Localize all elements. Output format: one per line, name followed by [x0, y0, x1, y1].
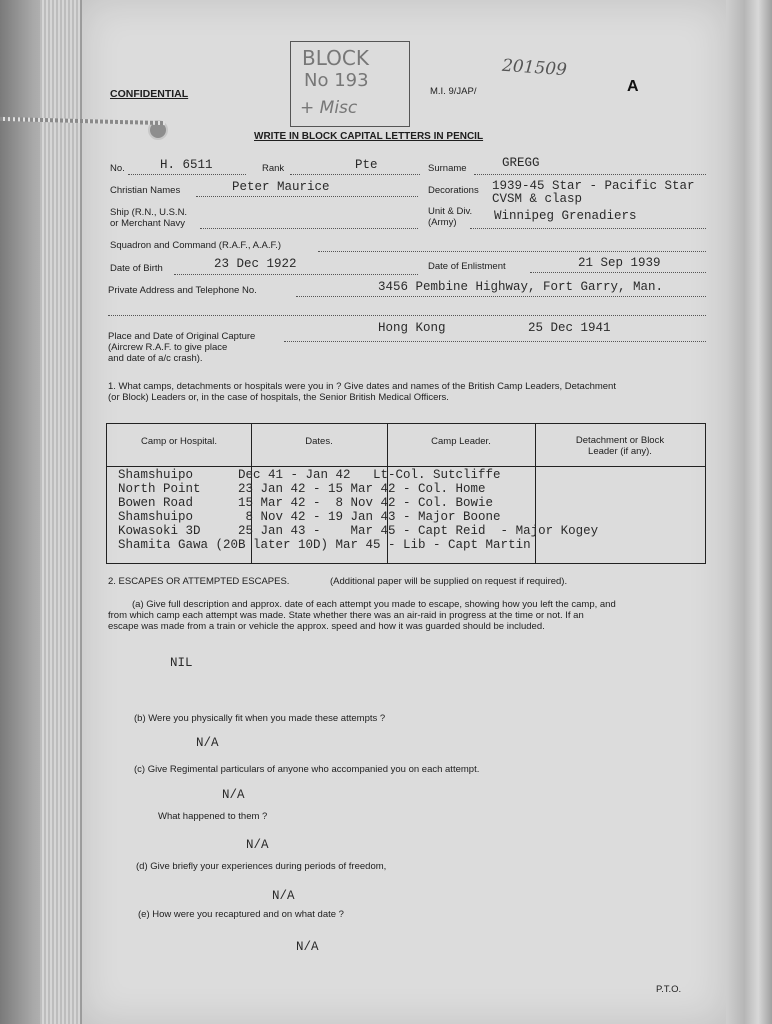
answer-c2: N/A	[246, 838, 269, 852]
section1-question-2: (or Block) Leaders or, in the case of hospitals, the Senior British Medical Officers.	[108, 392, 449, 403]
table-header-rule	[107, 466, 705, 467]
address-dots	[296, 296, 706, 297]
decorations-value-1: 1939-45 Star - Pacific Star	[492, 179, 695, 193]
dob-value: 23 Dec 1922	[214, 257, 297, 271]
answer-e: N/A	[296, 940, 319, 954]
unit-label-1: Unit & Div.	[428, 206, 473, 217]
ship-label-2: or Merchant Navy	[110, 218, 185, 229]
capture-label-3: and date of a/c crash).	[108, 353, 203, 364]
capture-date: 25 Dec 1941	[528, 321, 611, 335]
question-b: (b) Were you physically fit when you made these attempts ?	[134, 713, 386, 724]
capture-dots	[284, 341, 706, 342]
section2-title: 2. ESCAPES OR ATTEMPTED ESCAPES.	[108, 576, 290, 587]
capture-label-1: Place and Date of Original Capture	[108, 331, 256, 342]
unit-value: Winnipeg Grenadiers	[494, 209, 637, 223]
no-dots	[128, 174, 246, 175]
christian-dots	[196, 196, 418, 197]
section1-question-1: 1. What camps, detachments or hospitals were you in ? Give dates and names of the British Camp Leaders, Detachment	[108, 381, 616, 392]
ship-label-1: Ship (R.N., U.S.N.	[110, 207, 188, 218]
enlistment-label: Date of Enlistment	[428, 261, 506, 272]
table-row: Bowen Road 15 Mar 42 - 8 Nov 42 - Col. Bowie	[118, 496, 494, 510]
answer-a: NIL	[170, 656, 193, 670]
enlistment-value: 21 Sep 1939	[578, 256, 661, 270]
surname-label: Surname	[428, 163, 467, 174]
unit-label-2: (Army)	[428, 217, 457, 228]
table-row: Shamita Gawa (20B later 10D) Mar 45 - Lib - Capt Martin	[118, 538, 531, 552]
question-c: (c) Give Regimental particulars of anyone who accompanied you on each attempt.	[134, 764, 480, 775]
section2-note: (Additional paper will be supplied on request if required).	[330, 576, 568, 587]
squadron-label: Squadron and Command (R.A.F., A.A.F.)	[110, 240, 282, 251]
squadron-dots	[318, 251, 706, 252]
question-a-line-3: escape was made from a train or vehicle the approx. speed and how it was guarded should be included.	[108, 621, 545, 632]
dob-dots	[174, 274, 418, 275]
question-e: (e) How were you recaptured and on what date ?	[138, 909, 344, 920]
header-detachment-2: Leader (if any).	[588, 446, 652, 457]
stamp-line-1: BLOCK	[302, 46, 369, 70]
question-a-line-1: (a) Give full description and approx. date of each attempt you made to escape, showing how you left the camp, and	[132, 599, 616, 610]
capture-label-2: (Aircrew R.A.F. to give place	[108, 342, 228, 353]
address-dots-2	[108, 315, 706, 316]
address-value: 3456 Pembine Highway, Fort Garry, Man.	[378, 280, 664, 294]
rank-value: Pte	[355, 158, 378, 172]
answer-b: N/A	[196, 736, 219, 750]
question-c2: What happened to them ?	[158, 811, 268, 822]
handwritten-number: 201509	[501, 55, 568, 81]
no-label: No.	[110, 163, 125, 174]
decorations-label: Decorations	[428, 185, 479, 196]
form-letter: A	[627, 78, 639, 95]
binder-right-edge	[726, 0, 772, 1024]
camps-table	[106, 423, 706, 564]
table-row: North Point 23 Jan 42 - 15 Mar 42 - Col. Home	[118, 482, 486, 496]
question-a-line-2: from which camp each attempt was made. State whether there was an air-raid in progress at the time or not. If an	[108, 610, 584, 621]
surname-dots	[474, 174, 706, 175]
pto-label: P.T.O.	[656, 984, 682, 995]
rank-dots	[290, 174, 420, 175]
address-label: Private Address and Telephone No.	[108, 285, 257, 296]
header-camp: Camp or Hospital.	[140, 436, 218, 447]
decorations-value-2: CVSM & clasp	[492, 192, 583, 206]
unit-dots	[470, 228, 706, 229]
header-leader: Camp Leader.	[431, 436, 491, 447]
surname-value: GREGG	[502, 156, 540, 170]
confidential-label: CONFIDENTIAL	[110, 88, 189, 100]
table-row: Shamshuipo 8 Nov 42 - 19 Jan 43 - Major Boone	[118, 510, 501, 524]
christian-names-value: Peter Maurice	[232, 180, 330, 194]
binder-page-stack	[40, 0, 80, 1024]
instruction-heading: WRITE IN BLOCK CAPITAL LETTERS IN PENCIL	[254, 131, 484, 142]
stamp-line-3: + Misc	[300, 98, 358, 118]
no-value: H. 6511	[160, 158, 213, 172]
answer-d: N/A	[272, 889, 295, 903]
table-row: Kowasoki 3D 25 Jan 43 - Mar 45 - Capt Reid - Major Kogey	[118, 524, 599, 538]
enlistment-dots	[530, 272, 706, 273]
christian-names-label: Christian Names	[110, 185, 181, 196]
dob-label: Date of Birth	[110, 263, 163, 274]
question-d: (d) Give briefly your experiences during periods of freedom,	[136, 861, 387, 872]
rank-label: Rank	[262, 163, 285, 174]
header-dates: Dates.	[305, 436, 333, 447]
capture-place: Hong Kong	[378, 321, 446, 335]
stamp-line-2: No 193	[304, 70, 369, 91]
answer-c: N/A	[222, 788, 245, 802]
ship-dots	[200, 228, 418, 229]
ref-number: M.I. 9/JAP/	[430, 86, 477, 97]
table-row: Shamshuipo Dec 41 - Jan 42 Lt-Col. Sutcliffe	[118, 468, 501, 482]
header-detachment-1: Detachment or Block	[575, 435, 665, 446]
